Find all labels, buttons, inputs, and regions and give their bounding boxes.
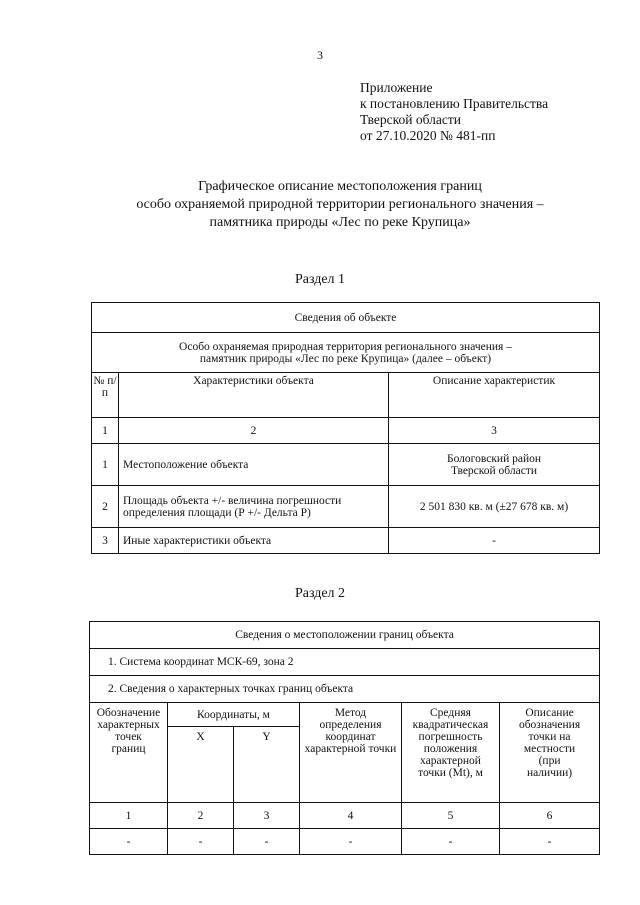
data-cell: -	[234, 829, 300, 855]
header-line: Обозначение	[96, 707, 161, 719]
row-characteristic	[119, 486, 389, 528]
title-line: памятника природы «Лес по реке Крупица»	[209, 215, 471, 230]
header-line: (при	[538, 755, 561, 767]
appendix-block	[360, 80, 548, 144]
row-num: 3	[92, 528, 119, 554]
header-line: местности	[523, 743, 576, 755]
page-number: 3	[317, 48, 323, 62]
header-line: точки (Mt), м	[418, 767, 483, 779]
row-description: -	[389, 528, 600, 554]
header-line: точек	[115, 731, 142, 743]
col-number: 1	[92, 418, 119, 444]
boundary-points-table	[89, 621, 600, 855]
header-line: границ	[111, 743, 146, 755]
data-cell: -	[300, 829, 402, 855]
header-line: наличии)	[526, 767, 573, 779]
col-number: 5	[402, 803, 500, 829]
appendix-line: от 27.10.2020 № 481-пп	[360, 128, 496, 143]
header-coordinates: Координаты, м	[168, 703, 300, 727]
data-cell: -	[500, 829, 600, 855]
header-designation	[90, 703, 168, 803]
characteristic-line: Площадь объекта +/- величина погрешности	[123, 494, 342, 507]
header-line: Описание	[525, 707, 574, 719]
table-row	[92, 444, 600, 486]
row-description	[389, 444, 600, 486]
description-line: Тверской области	[451, 464, 537, 477]
header-line: характерной	[420, 755, 481, 767]
header-line: погрешность	[418, 731, 483, 743]
col-number: 6	[500, 803, 600, 829]
header-line: Метод	[334, 707, 367, 719]
table-row	[90, 829, 600, 855]
object-name-line: памятник природы «Лес по реке Крупица» (далее – объект)	[199, 352, 492, 365]
row-num: 1	[92, 444, 119, 486]
table-row	[92, 528, 600, 554]
header-line: положения	[423, 743, 478, 755]
col-number: 3	[389, 418, 600, 444]
object-info-table	[91, 302, 600, 554]
header-method	[300, 703, 402, 803]
points-title: 2. Сведения о характерных точках границ объекта	[90, 676, 600, 703]
header-characteristic: Характеристики объекта	[119, 373, 389, 418]
header-x: X	[168, 727, 234, 803]
title-line: Графическое описание местоположения границ	[198, 179, 482, 194]
col-number: 2	[119, 418, 389, 444]
description-line: Бологовский район	[446, 452, 542, 465]
appendix-line: Приложение	[360, 80, 433, 95]
table-title: Сведения об объекте	[92, 303, 600, 333]
col-number: 4	[300, 803, 402, 829]
row-characteristic: Иные характеристики объекта	[119, 528, 389, 554]
row-num: 2	[92, 486, 119, 528]
header-line: характерной точки	[304, 743, 397, 755]
header-line: определения	[319, 719, 382, 731]
coordinate-system: 1. Система координат МСК-69, зона 2	[90, 649, 600, 676]
col-number: 3	[234, 803, 300, 829]
section-2-heading: Раздел 2	[294, 586, 346, 601]
row-characteristic: Местоположение объекта	[119, 444, 389, 486]
col-number: 2	[168, 803, 234, 829]
section-1-heading: Раздел 1	[294, 272, 346, 287]
header-line: обозначения	[518, 719, 581, 731]
header-y: Y	[234, 727, 300, 803]
header-line: Средняя	[430, 707, 471, 719]
table-row	[92, 486, 600, 528]
header-line: характерных	[97, 719, 160, 731]
header-line: точки на	[528, 731, 571, 743]
data-cell: -	[90, 829, 168, 855]
header-description: Описание характеристик	[389, 373, 600, 418]
header-num: № п/п	[92, 373, 119, 418]
document-title	[60, 178, 620, 232]
characteristic-line: определения площади (Р +/- Дельта Р)	[123, 506, 311, 519]
table-title: Сведения о местоположении границ объекта	[90, 622, 600, 649]
header-line: координат	[325, 731, 376, 743]
header-point-description	[500, 703, 600, 803]
data-cell: -	[168, 829, 234, 855]
object-name	[92, 333, 600, 373]
row-description: 2 501 830 кв. м (±27 678 кв. м)	[389, 486, 600, 528]
appendix-line: Тверской области	[360, 112, 461, 127]
title-line: особо охраняемой природной территории регионального значения –	[136, 197, 544, 212]
header-error	[402, 703, 500, 803]
appendix-line: к постановлению Правительства	[360, 96, 549, 111]
header-line: квадратическая	[412, 719, 489, 731]
object-name-line: Особо охраняемая природная территория регионального значения –	[179, 340, 512, 353]
col-number: 1	[90, 803, 168, 829]
data-cell: -	[402, 829, 500, 855]
